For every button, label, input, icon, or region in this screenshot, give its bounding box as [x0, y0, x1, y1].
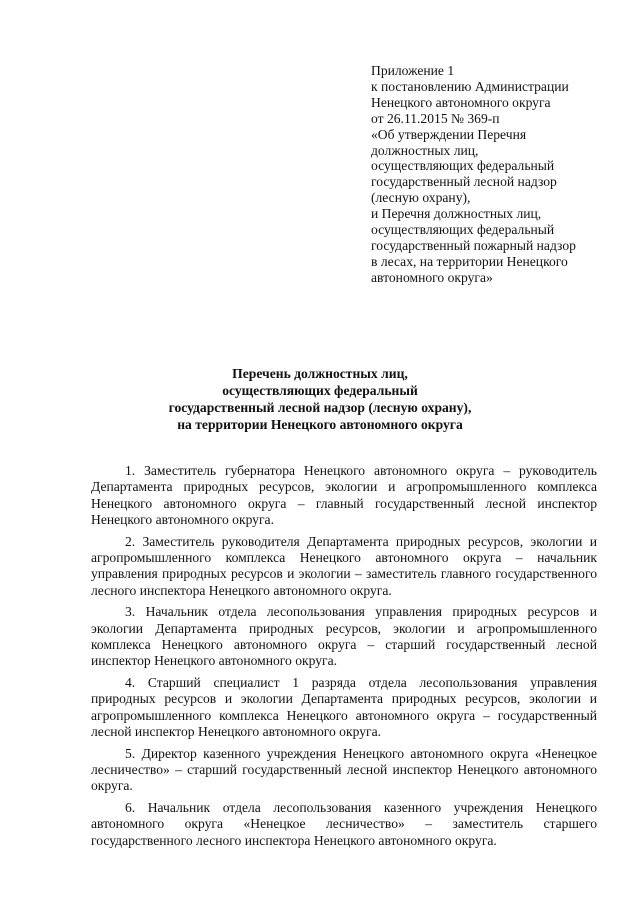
appendix-line: осуществляющих федеральный — [371, 158, 555, 174]
title-line: на территории Ненецкого автономного округа — [177, 417, 463, 432]
list-item: 2. Заместитель руководителя Департамента природных ресурсов, экологии и агропромышленного комплекса Ненецкого автономного округа – начальник управления природных ресурсов и экологии – заместитель главного государственного лесного инспектора Ненецкого автономного округа. — [91, 533, 597, 598]
appendix-line: должностных лиц, — [371, 142, 479, 158]
list-item: 4. Старший специалист 1 разряда отдела лесопользования управления природных ресурсов и экологии Департамента природных ресурсов, экологии и агропромышленного комплекса Ненецкого автономного округа – государственный лесной инспектор Ненецкого автономного округа. — [91, 674, 597, 740]
appendix-line: государственный пожарный надзор — [371, 237, 576, 253]
document-title — [60, 365, 580, 433]
appendix-line: государственный лесной надзор — [371, 174, 557, 190]
title-line: Перечень должностных лиц, — [232, 366, 408, 381]
officials-list — [91, 463, 597, 849]
appendix-line: осуществляющих федеральный — [371, 222, 555, 238]
appendix-line: к постановлению Администрации — [371, 78, 569, 94]
list-item: 3. Начальник отдела лесопользования управления природных ресурсов и экологии Департамента природных ресурсов, экологии и агропромышленного комплекса Ненецкого автономного округа – старший государственный лесной инспектор Ненецкого автономного округа. — [91, 604, 597, 669]
appendix-line: Ненецкого автономного округа — [371, 94, 551, 110]
list-item: 1. Заместитель губернатора Ненецкого автономного округа – руководитель Департамента природных ресурсов, экологии и агропромышленного комплекса Ненецкого автономного округа – главный государственный лесной инспектор Ненецкого автономного округа. — [91, 463, 597, 528]
appendix-line: Приложение 1 — [371, 63, 455, 78]
appendix-line: (лесную охрану), — [371, 190, 471, 206]
title-line: государственный лесной надзор (лесную охрану), — [168, 400, 472, 415]
appendix-line: и Перечня должностных лиц, — [371, 206, 542, 222]
list-item: 5. Директор казенного учреждения Ненецкого автономного округа «Ненецкое лесничество» – старший государственный лесной инспектор Ненецкого автономного округа. — [91, 745, 597, 794]
list-item: 6. Начальник отдела лесопользования казенного учреждения Ненецкого автономного округа «Ненецкое лесничество» – заместитель старшего государственного лесного инспектора Ненецкого автономного округа. — [91, 799, 597, 848]
appendix-line: автономного округа» — [371, 269, 493, 285]
appendix-line: «Об утверждении Перечня — [371, 126, 527, 142]
title-line: осуществляющих федеральный — [222, 383, 418, 398]
appendix-block — [371, 63, 611, 286]
appendix-line: от 26.11.2015 № 369-п — [371, 110, 500, 126]
appendix-line: в лесах, на территории Ненецкого — [371, 253, 568, 269]
